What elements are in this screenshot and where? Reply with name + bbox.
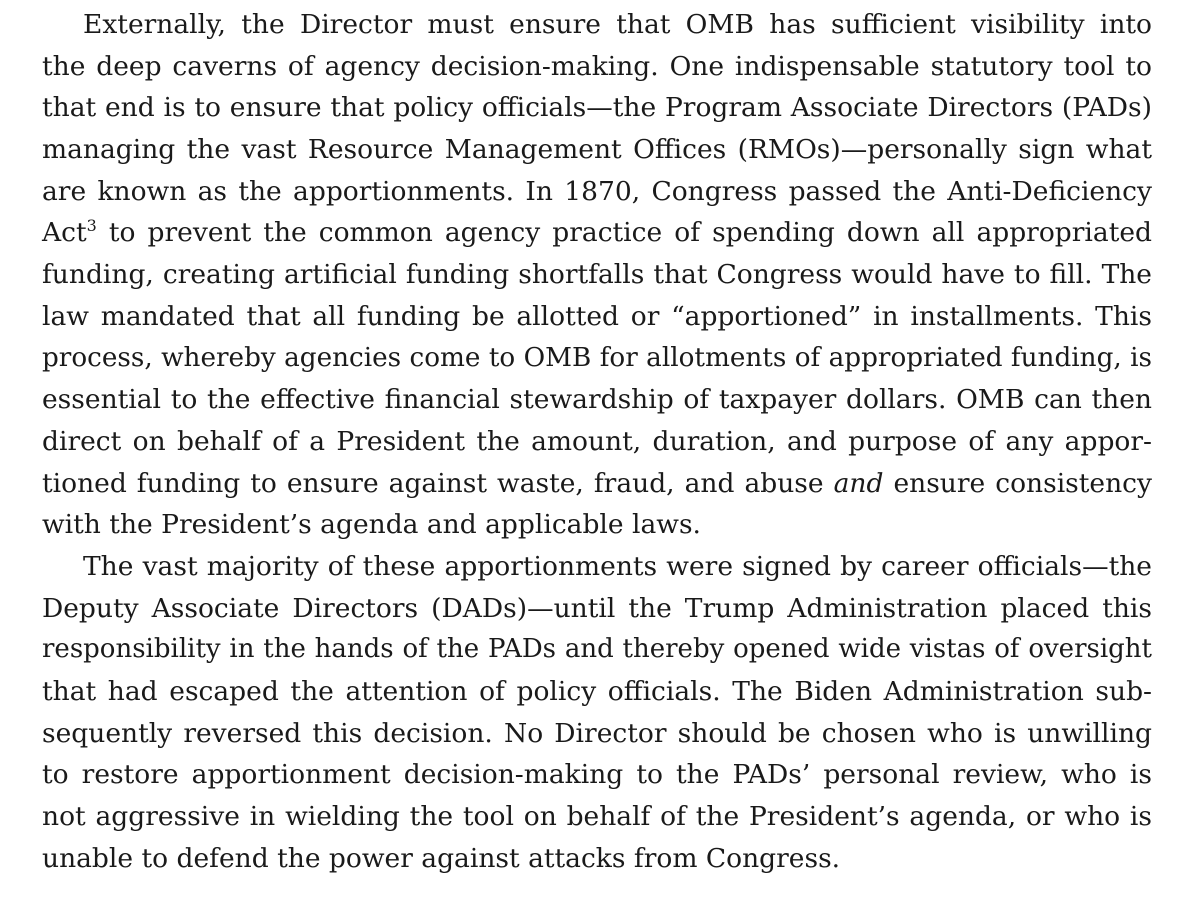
paragraph-1	[42, 4, 1152, 546]
text-line: with the President’s agenda and applicable laws.	[42, 509, 701, 541]
text-line: direct on behalf of a President the amount, duration, and purpose of any appor-	[42, 425, 1152, 457]
text-line: that end is to ensure that policy officials—the Program Associate Directors (PADs)	[42, 92, 1152, 124]
text-line: funding, creating artificial funding shortfalls that Congress would have to fill. The	[42, 259, 1152, 291]
text-line: to restore apportionment decision-making to the PADs’ personal review, who is	[42, 759, 1152, 791]
paragraph-2	[42, 546, 1152, 880]
text-line: law mandated that all funding be allotted or “apportioned” in installments. This	[42, 300, 1152, 332]
text-line: the deep caverns of agency decision-making. One indispensable statutory tool to	[42, 50, 1152, 82]
emphasis-text: and	[833, 467, 884, 499]
text-line: Deputy Associate Directors (DADs)—until the Trump Administration placed this	[42, 592, 1152, 624]
text-line: that had escaped the attention of policy officials. The Biden Administration sub-	[42, 676, 1152, 707]
text-line	[42, 212, 1152, 254]
text-line: are known as the apportionments. In 1870, Congress passed the Anti-Deficiency	[42, 175, 1152, 207]
text-line	[42, 463, 1152, 505]
text-line: responsibility in the hands of the PADs and thereby opened wide vistas of oversight	[42, 634, 1152, 665]
text-line: not aggressive in wielding the tool on behalf of the President’s agenda, or who is	[42, 801, 1152, 833]
text-line: sequently reversed this decision. No Director should be chosen who is unwilling	[42, 717, 1152, 749]
text-line: Externally, the Director must ensure that OMB has sufficient visibility into	[83, 9, 1152, 40]
text-run: tioned funding to ensure against waste, fraud, and abuse	[42, 467, 834, 499]
text-run: to prevent the common agency practice of spending down all appropriated	[96, 217, 1152, 249]
footnote-reference[interactable]: 3	[86, 216, 97, 236]
body-text	[42, 4, 1152, 879]
text-line: essential to the effective financial stewardship of taxpayer dollars. OMB can then	[42, 384, 1152, 416]
text-line: managing the vast Resource Management Offices (RMOs)—personally sign what	[42, 134, 1152, 166]
text-line: unable to defend the power against attacks from Congress.	[42, 842, 841, 874]
text-run: ensure consistency	[883, 467, 1152, 499]
text-line: process, whereby agencies come to OMB for allotments of appropriated funding, is	[42, 342, 1152, 373]
text-line: The vast majority of these apportionments were signed by career officials—the	[83, 550, 1152, 582]
text-run: Act	[42, 217, 87, 249]
